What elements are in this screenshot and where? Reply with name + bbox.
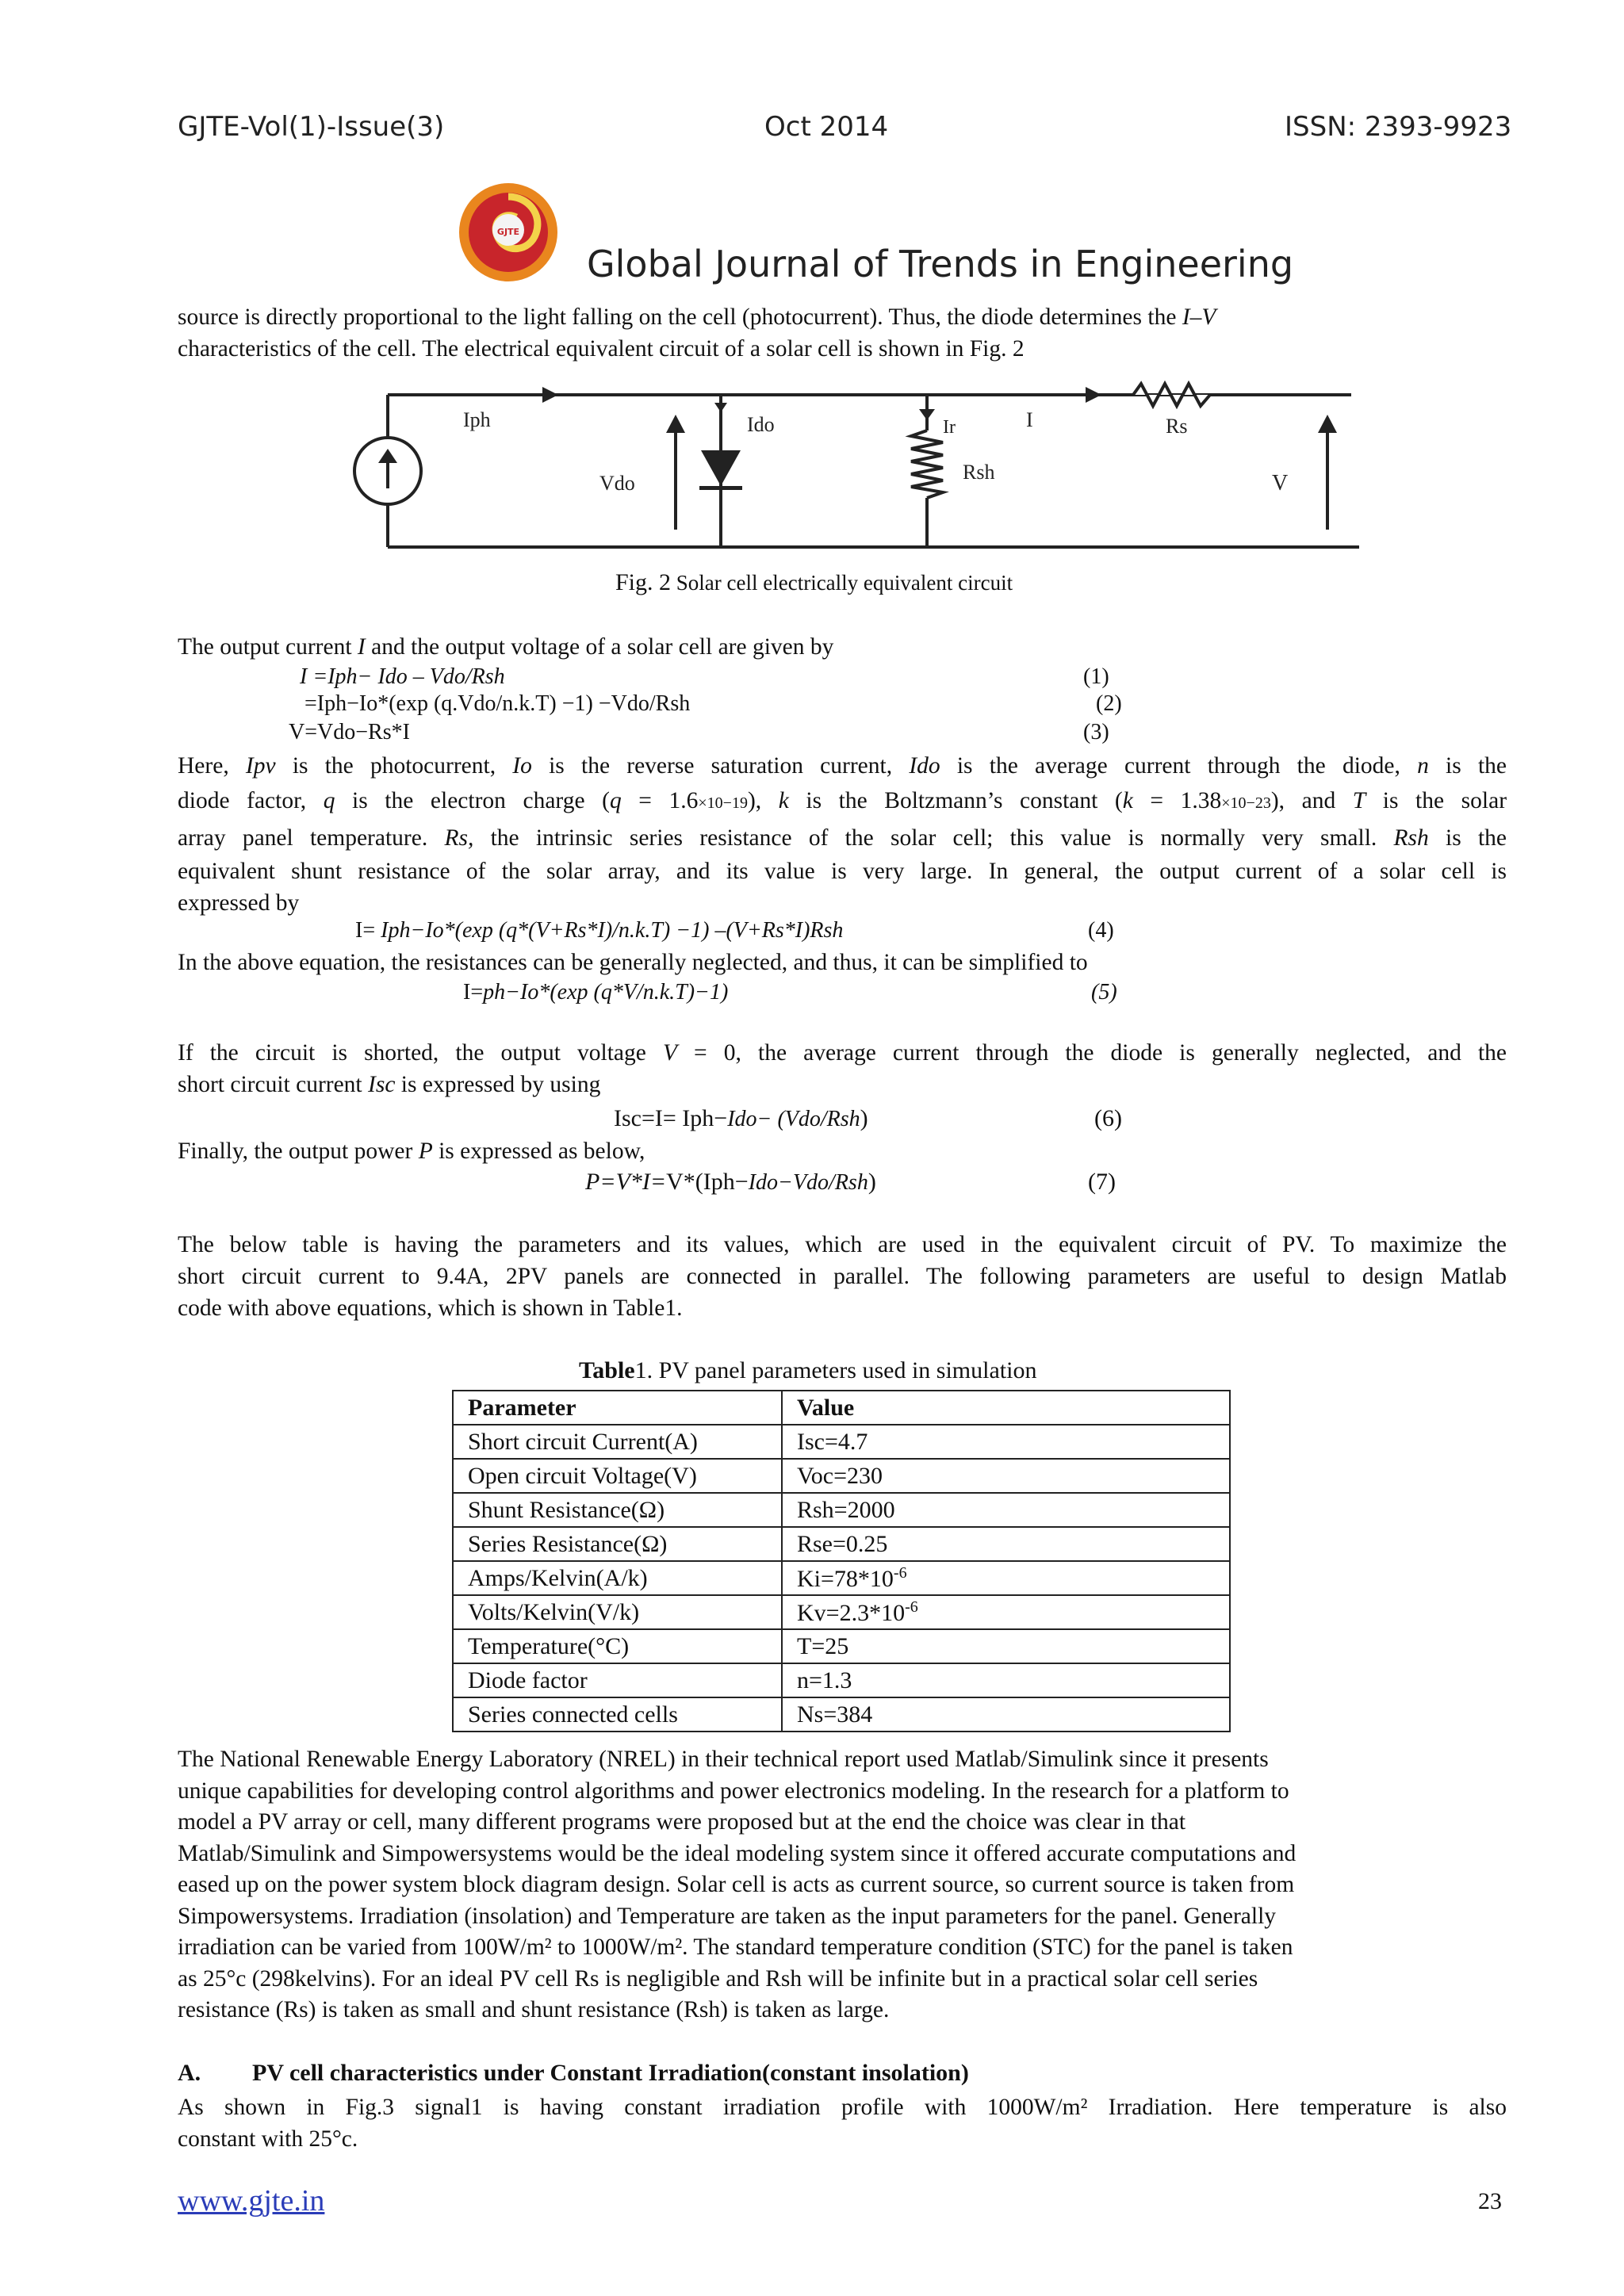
variables-line-2: [178, 783, 1507, 821]
here-n: n: [1417, 753, 1429, 779]
nrel-line: Matlab/Simulink and Simpowersystems would be the ideal modeling system since it offered accurate computations and: [178, 1840, 1297, 1866]
short-isc: Isc: [368, 1072, 396, 1097]
nrel-line: The National Renewable Energy Laboratory (NREL) in their technical report used Matlab/Simulink since it presents: [178, 1747, 1269, 1772]
header-volume-issue: GJTE-Vol(1)-Issue(3): [178, 111, 445, 143]
here-ido: Ido: [909, 753, 940, 779]
equation-2: =Iph−Io*(exp (q.Vdo/n.k.T) −1) −Vdo/Rsh: [304, 691, 691, 716]
nrel-line: as 25°c (298kelvins). For an ideal PV cell Rs is negligible and Rsh will be infinite but in a practical solar cell series: [178, 1965, 1258, 1992]
table-row: [453, 1459, 1230, 1493]
figure-caption-text: Solar cell electrically equivalent circuit: [671, 571, 1013, 595]
eq-intro-i: I: [357, 634, 366, 660]
v-arrow-icon: [1318, 415, 1337, 433]
table-intro-line-2: short circuit current to 9.4A, 2PV panels are connected in parallel. The following parameters are useful to design Matlab: [178, 1264, 1507, 1289]
eq-intro-text-a: The output current: [178, 634, 358, 660]
label-ido: Ido: [747, 413, 775, 436]
here-exp2: ×10−23: [1221, 794, 1271, 812]
table-cell-parameter: Short circuit Current(A): [453, 1425, 782, 1459]
variables-line-5: expressed by: [178, 890, 300, 916]
neglect-sentence: In the above equation, the resistances can be generally neglected, and thus, it can be simplified to: [178, 950, 1088, 975]
short-circuit-paragraph: [178, 1037, 1507, 1100]
label-rsh: Rsh: [963, 461, 995, 484]
short-line-2: [178, 1069, 1507, 1100]
table-cell-value-text: Rse=0.25: [797, 1530, 888, 1557]
equation-6-number: (6): [1094, 1105, 1122, 1131]
table-cell-value: [782, 1459, 1230, 1493]
table-cell-parameter: Open circuit Voltage(V): [453, 1459, 782, 1493]
equation-7-a: P=V*I=: [585, 1169, 667, 1195]
equation-7-b: V*(Iph−: [666, 1169, 749, 1195]
label-iph: Iph: [463, 408, 491, 431]
equation-6-a: Isc=I= Iph−: [614, 1105, 728, 1131]
journal-logo: [449, 181, 568, 284]
journal-title: Global Journal of Trends in Engineering: [587, 243, 1294, 285]
here-l3-c: is the: [1428, 825, 1507, 851]
table-cell-parameter: Shunt Resistance(Ω): [453, 1493, 782, 1527]
header-date: Oct 2014: [764, 111, 889, 143]
section-body-line-1: As shown in Fig.3 signal1 is having constant irradiation profile with 1000W/m² Irradiation. Here temperature is also: [178, 2095, 1507, 2120]
short-c: short circuit current: [178, 1072, 369, 1097]
ir-arrow-icon: [919, 409, 935, 420]
intro-line-1: source is directly proportional to the light falling on the cell (photocurrent). Thus, the diode determines the: [178, 304, 1182, 330]
equation-1-text: I =Iph− Ido – Vdo/Rsh: [300, 664, 505, 689]
table-cell-value-text: Ki=78*10: [797, 1565, 894, 1592]
section-body-line-2: constant with 25°c.: [178, 2126, 358, 2152]
equation-4-rhs: Iph−Io*(exp (q*(V+Rs*I)/n.k.T) −1) –(V+Rs*I)Rsh: [381, 918, 844, 943]
here-exp1: ×10−19: [698, 794, 748, 812]
here-l2-f: = 1.38: [1132, 788, 1222, 813]
header-issn: ISSN: 2393-9923: [1285, 111, 1512, 143]
equation-intro: [178, 631, 1507, 663]
equation-1: [300, 664, 505, 690]
equation-5-lhs: I=: [463, 980, 484, 1004]
table-header-parameter: Parameter: [453, 1391, 782, 1425]
power-sentence: [178, 1135, 1507, 1167]
table-cell-value: [782, 1663, 1230, 1697]
variables-line-4: equivalent shunt resistance of the solar array, and its value is very large. In general, the output current of a solar cell is: [178, 859, 1507, 884]
equation-6-b: Ido− (Vdo/Rsh: [727, 1107, 860, 1131]
table-cell-value-text: Isc=4.7: [797, 1428, 868, 1455]
table-row: [453, 1629, 1230, 1663]
here-l1-c: is the reverse saturation current,: [531, 753, 910, 779]
table-cell-parameter: Series Resistance(Ω): [453, 1527, 782, 1561]
here-q2: q: [609, 788, 622, 813]
table-cell-value-text: Kv=2.3*10: [797, 1599, 906, 1626]
here-io: Io: [512, 753, 532, 779]
table-caption: [579, 1357, 1036, 1384]
label-v: V: [1272, 471, 1289, 496]
table-cell-parameter: Temperature(°C): [453, 1629, 782, 1663]
pv-parameters-table: [452, 1390, 1231, 1732]
iph-arrow-icon: [542, 387, 558, 403]
label-rs: Rs: [1166, 415, 1188, 438]
diode-symbol: [701, 450, 741, 486]
nrel-line: resistance (Rs) is taken as small and shunt resistance (Rsh) is taken as large.: [178, 1997, 890, 2022]
here-rs: Rs,: [444, 825, 474, 851]
ido-arrow-icon: [714, 403, 727, 412]
equation-7-d: ): [868, 1169, 876, 1195]
table-cell-value-text: Ns=384: [797, 1701, 873, 1728]
here-l1-d: is the average current through the diode,: [940, 753, 1418, 779]
here-l1-a: Here,: [178, 753, 246, 779]
label-i: I: [1026, 408, 1033, 431]
here-l2-a: diode factor,: [178, 788, 324, 813]
here-t: T: [1352, 788, 1366, 813]
diode-bar: [699, 486, 742, 490]
power-b: is expressed as below,: [432, 1138, 645, 1164]
equation-2-number: (2): [1096, 691, 1122, 716]
short-b: = 0, the average current through the diode is generally neglected, and the: [676, 1040, 1507, 1066]
table-intro-line-3: code with above equations, which is shown in Table1.: [178, 1295, 683, 1321]
here-l2-b: is the electron charge (: [335, 788, 610, 813]
variables-line-3: [178, 821, 1507, 855]
power-a: Finally, the output power: [178, 1138, 419, 1164]
here-l1-e: is the: [1428, 753, 1507, 779]
figure-caption: [615, 569, 1013, 596]
equation-6: [614, 1105, 868, 1132]
table-cell-value-text: T=25: [797, 1632, 849, 1659]
table-cell-parameter: Amps/Kelvin(A/k): [453, 1561, 782, 1595]
table-header-row: [453, 1391, 1230, 1425]
table-cell-value-text: Voc=230: [797, 1462, 883, 1489]
equation-7-number: (7): [1088, 1169, 1116, 1195]
table-cell-value: [782, 1425, 1230, 1459]
eq-intro-text-b: and the output voltage of a solar cell are given by: [365, 634, 834, 660]
page-number: 23: [1478, 2188, 1502, 2214]
here-l1-b: is the photocurrent,: [275, 753, 513, 779]
equation-1-number: (1): [1083, 664, 1109, 689]
equation-7: [585, 1169, 876, 1196]
equation-4-number: (4): [1088, 918, 1114, 943]
equation-4-lhs: I=: [355, 918, 381, 943]
here-q: q: [323, 788, 335, 813]
table-intro-paragraph: [178, 1229, 1507, 1324]
table-cell-parameter: Volts/Kelvin(V/k): [453, 1595, 782, 1629]
table-cell-exponent: -6: [893, 1563, 907, 1582]
table-row: [453, 1425, 1230, 1459]
i-arrow-icon: [1086, 387, 1101, 403]
here-k2: k: [1122, 788, 1133, 813]
table-row: [453, 1561, 1230, 1595]
here-l2-c: = 1.6: [621, 788, 699, 813]
section-heading: PV cell characteristics under Constant Irradiation(constant insolation): [252, 2060, 969, 2086]
footer-website-link[interactable]: www.gjte.in: [178, 2184, 325, 2218]
equation-5-rhs: ph−Io*(exp (q*V/n.k.T)−1): [483, 980, 729, 1004]
nrel-line: Simpowersystems. Irradiation (insolation) and Temperature are taken as the input parameters for the panel. Generally: [178, 1903, 1277, 1929]
equation-7-c: Ido−Vdo/Rsh: [748, 1170, 868, 1195]
table-cell-value-text: n=1.3: [797, 1667, 852, 1693]
here-l3-b: the intrinsic series resistance of the solar cell; this value is normally very small.: [473, 825, 1394, 851]
equation-3-number: (3): [1083, 720, 1109, 744]
vdo-arrow-icon: [666, 415, 685, 433]
table-cell-exponent: -6: [905, 1598, 918, 1616]
label-vdo: Vdo: [599, 472, 635, 495]
here-l3-a: array panel temperature.: [178, 825, 445, 851]
intro-line-2: characteristics of the cell. The electrical equivalent circuit of a solar cell is shown in Fig. 2: [178, 336, 1025, 362]
table-row: [453, 1697, 1230, 1732]
table-caption-text: 1. PV panel parameters used in simulation: [634, 1357, 1037, 1383]
variables-paragraph: [178, 748, 1507, 919]
figure-caption-number: Fig. 2: [615, 569, 672, 595]
section-letter: A.: [178, 2060, 201, 2086]
table-cell-value-text: Rsh=2000: [797, 1496, 895, 1523]
table-row: [453, 1663, 1230, 1697]
table-cell-value: [782, 1527, 1230, 1561]
short-line-1: [178, 1037, 1507, 1069]
logo-text: GJTE: [496, 227, 520, 237]
table-caption-label: Table: [579, 1357, 635, 1383]
nrel-line: model a PV array or cell, many different programs were proposed but at the end the choice was clear in that: [178, 1809, 1186, 1835]
table-intro-line-1: The below table is having the parameters and its values, which are used in the equivalent circuit of PV. To maximize the: [178, 1232, 1507, 1257]
table-row: [453, 1595, 1230, 1629]
equation-4: [355, 918, 843, 943]
equation-5-number-text: (5): [1091, 980, 1117, 1004]
nrel-line: irradiation can be varied from 100W/m² to 1000W/m². The standard temperature condition (STC) for the panel is taken: [178, 1934, 1293, 1960]
here-l2-h: is the solar: [1365, 788, 1507, 813]
equation-5: [463, 980, 728, 1005]
equation-6-c: ): [860, 1105, 868, 1131]
table-cell-value: [782, 1697, 1230, 1732]
variables-line-1: [178, 748, 1507, 783]
short-v: V: [662, 1040, 677, 1066]
iv-term: I–V: [1182, 304, 1216, 330]
here-l2-e: is the Boltzmann’s constant (: [788, 788, 1123, 813]
here-l2-g: ), and: [1270, 788, 1353, 813]
equation-3: V=Vdo−Rs*I: [289, 720, 410, 744]
table-cell-value: [782, 1629, 1230, 1663]
table-cell-value: [782, 1561, 1230, 1595]
equation-5-number: [1091, 980, 1117, 1005]
nrel-line: unique capabilities for developing control algorithms and power electronics modeling. In the research for a platform to: [178, 1777, 1289, 1804]
power-p: P: [418, 1138, 433, 1164]
table-row: [453, 1527, 1230, 1561]
here-rsh: Rsh: [1393, 825, 1429, 851]
table-cell-parameter: Series connected cells: [453, 1697, 782, 1732]
short-a: If the circuit is shorted, the output voltage: [178, 1040, 663, 1066]
here-k: k: [778, 788, 789, 813]
nrel-line: eased up on the power system block diagram design. Solar cell is acts as current source, so current source is taken from: [178, 1872, 1295, 1897]
label-ir: Ir: [943, 417, 956, 438]
solar-cell-circuit-diagram: [320, 379, 1367, 555]
intro-paragraph: [178, 301, 1507, 365]
here-ipv: Ipv: [245, 753, 276, 779]
table-cell-value: [782, 1493, 1230, 1527]
table-header-value: Value: [782, 1391, 1230, 1425]
table-cell-value: [782, 1595, 1230, 1629]
table-cell-parameter: Diode factor: [453, 1663, 782, 1697]
here-l2-d: ),: [747, 788, 779, 813]
table-row: [453, 1493, 1230, 1527]
nrel-paragraph: [178, 1744, 1507, 2026]
section-body: [178, 2091, 1507, 2155]
short-d: is expressed by using: [395, 1072, 601, 1097]
